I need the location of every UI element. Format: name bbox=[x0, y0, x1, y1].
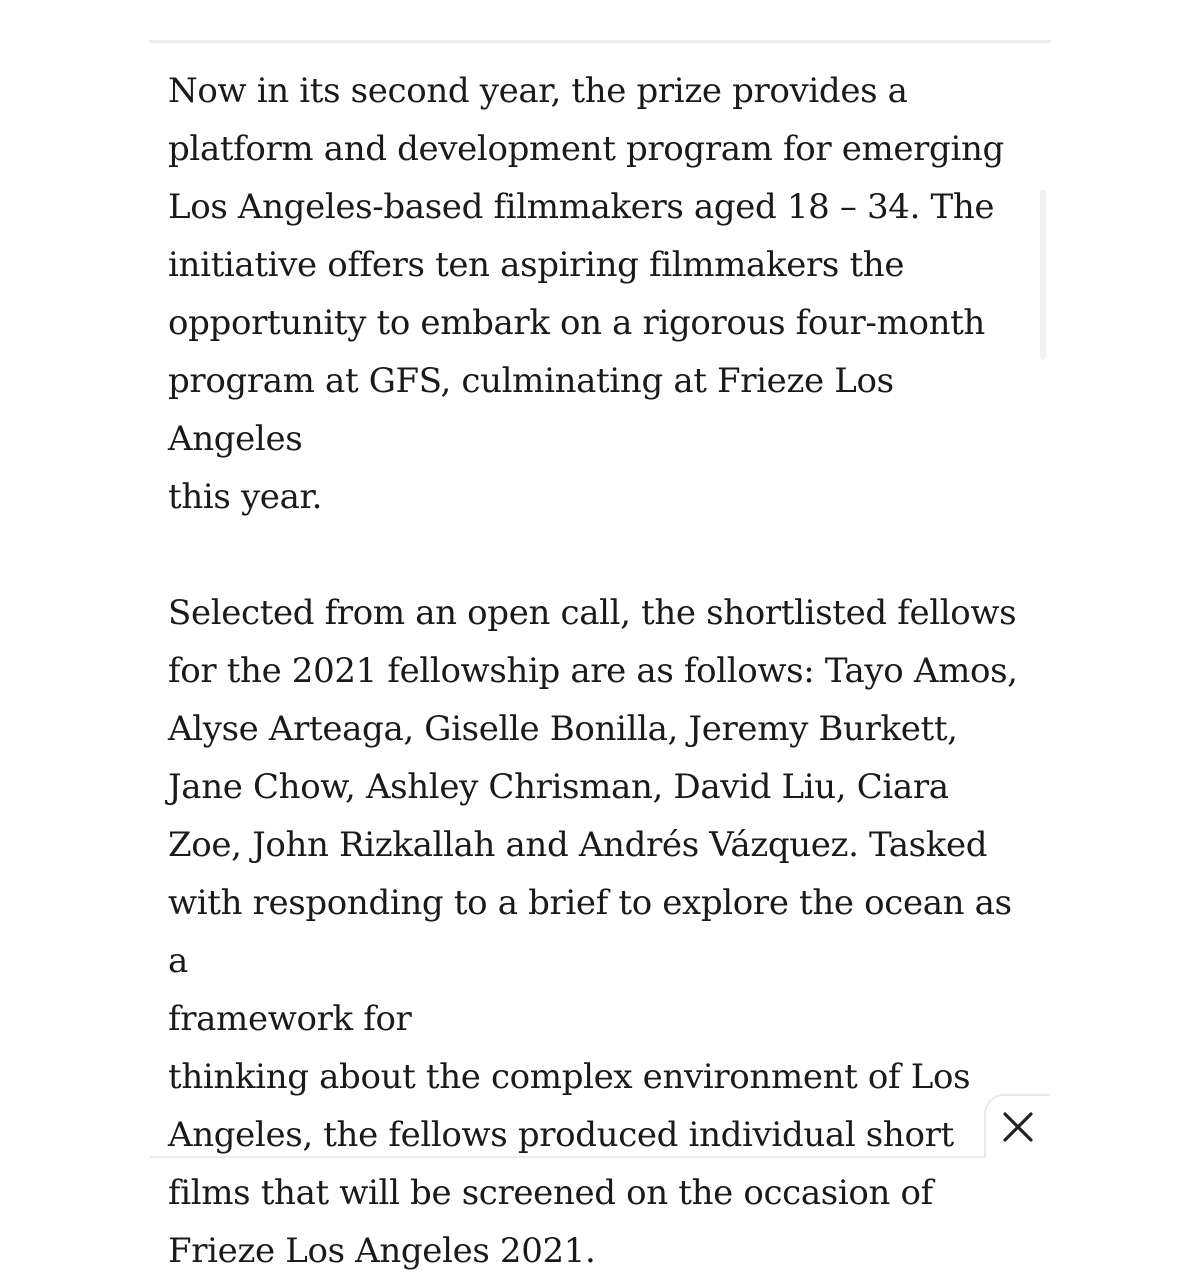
top-divider bbox=[150, 40, 1050, 43]
close-button[interactable] bbox=[984, 1094, 1050, 1158]
article-paragraph-1: Now in its second year, the prize provides a platform and development program for emerging Los Angeles-based filmmakers aged 18 – 34. The initiative offers ten aspiring filmmakers the opportunity to embark on a rigorous four-month program at GFS, culminating at Frieze Los Angeles this year. bbox=[168, 71, 1004, 517]
article-body bbox=[168, 62, 1038, 1280]
article-frame bbox=[150, 40, 1050, 1271]
bottom-divider bbox=[150, 1156, 1050, 1158]
close-icon bbox=[1001, 1110, 1035, 1144]
vertical-scrollbar[interactable] bbox=[1040, 190, 1046, 360]
article-paragraph-2: Selected from an open call, the shortlisted fellows for the 2021 fellowship are as follows: Tayo Amos, Alyse Arteaga, Giselle Bonilla, Jeremy Burkett, Jane Chow, Ashley Chrisman, David Liu, Ciara Zoe, John Rizkallah and Andrés Vázquez. Tasked with responding to a brief to explore the ocean as a framework for thinking about the complex environment of Los Angeles, the fellows produced individual short films that will be screened on the occasion of Frieze Los Angeles 2021. bbox=[168, 593, 1018, 1271]
